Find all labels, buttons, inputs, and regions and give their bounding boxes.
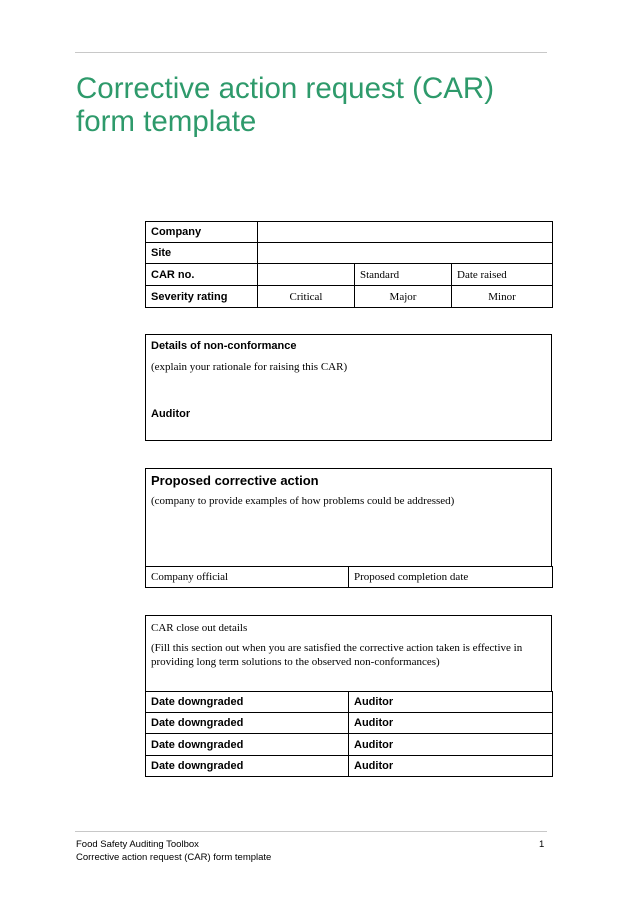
nonconformance-heading: Details of non-conformance bbox=[151, 340, 297, 352]
car-info-table bbox=[145, 221, 553, 308]
nonconformance-hint: (explain your rationale for raising this CAR) bbox=[151, 361, 348, 373]
nonconformance-auditor-label: Auditor bbox=[151, 408, 191, 420]
car-no-field[interactable] bbox=[258, 264, 355, 286]
company-label: Company bbox=[146, 222, 258, 243]
date-raised-label: Date raised bbox=[452, 264, 553, 286]
company-field[interactable] bbox=[258, 222, 553, 243]
table-row bbox=[146, 692, 553, 713]
header-rule bbox=[75, 52, 547, 53]
page-number: 1 bbox=[539, 839, 545, 850]
closeout-auditor-field[interactable]: Auditor bbox=[349, 713, 553, 734]
table-row bbox=[146, 756, 553, 777]
severity-option-major[interactable]: Major bbox=[355, 286, 452, 308]
corrective-action-section[interactable] bbox=[145, 468, 552, 567]
car-no-label: CAR no. bbox=[146, 264, 258, 286]
page-title: Corrective action request (CAR) form template bbox=[76, 72, 495, 138]
footer-document-name: Corrective action request (CAR) form template bbox=[76, 852, 272, 863]
date-downgraded-field[interactable]: Date downgraded bbox=[146, 734, 349, 756]
standard-label: Standard bbox=[355, 264, 452, 286]
corrective-action-hint: (company to provide examples of how problems could be addressed) bbox=[151, 495, 455, 507]
closeout-section[interactable] bbox=[145, 615, 552, 692]
date-downgraded-field[interactable]: Date downgraded bbox=[146, 756, 349, 777]
footer-rule bbox=[75, 831, 547, 832]
closeout-hint-line2: providing long term solutions to the observed non-conformances) bbox=[151, 656, 440, 668]
site-label: Site bbox=[146, 243, 258, 264]
table-row bbox=[146, 713, 553, 734]
corrective-action-heading: Proposed corrective action bbox=[151, 473, 319, 488]
date-downgraded-field[interactable]: Date downgraded bbox=[146, 692, 349, 713]
closeout-table bbox=[145, 691, 553, 777]
closeout-auditor-field[interactable]: Auditor bbox=[349, 756, 553, 777]
site-field[interactable] bbox=[258, 243, 553, 264]
nonconformance-section[interactable] bbox=[145, 334, 552, 441]
corrective-action-signoff bbox=[145, 566, 553, 588]
date-downgraded-field[interactable]: Date downgraded bbox=[146, 713, 349, 734]
proposed-completion-date-field[interactable]: Proposed completion date bbox=[349, 567, 553, 588]
footer-toolbox-name: Food Safety Auditing Toolbox bbox=[76, 839, 199, 850]
severity-option-minor[interactable]: Minor bbox=[452, 286, 553, 308]
severity-label: Severity rating bbox=[146, 286, 258, 308]
company-official-field[interactable]: Company official bbox=[146, 567, 349, 588]
severity-option-critical[interactable]: Critical bbox=[258, 286, 355, 308]
closeout-auditor-field[interactable]: Auditor bbox=[349, 734, 553, 756]
table-row bbox=[146, 734, 553, 756]
closeout-auditor-field[interactable]: Auditor bbox=[349, 692, 553, 713]
closeout-heading: CAR close out details bbox=[151, 622, 248, 634]
closeout-hint-line1: (Fill this section out when you are satisfied the corrective action taken is effective in bbox=[151, 642, 523, 654]
